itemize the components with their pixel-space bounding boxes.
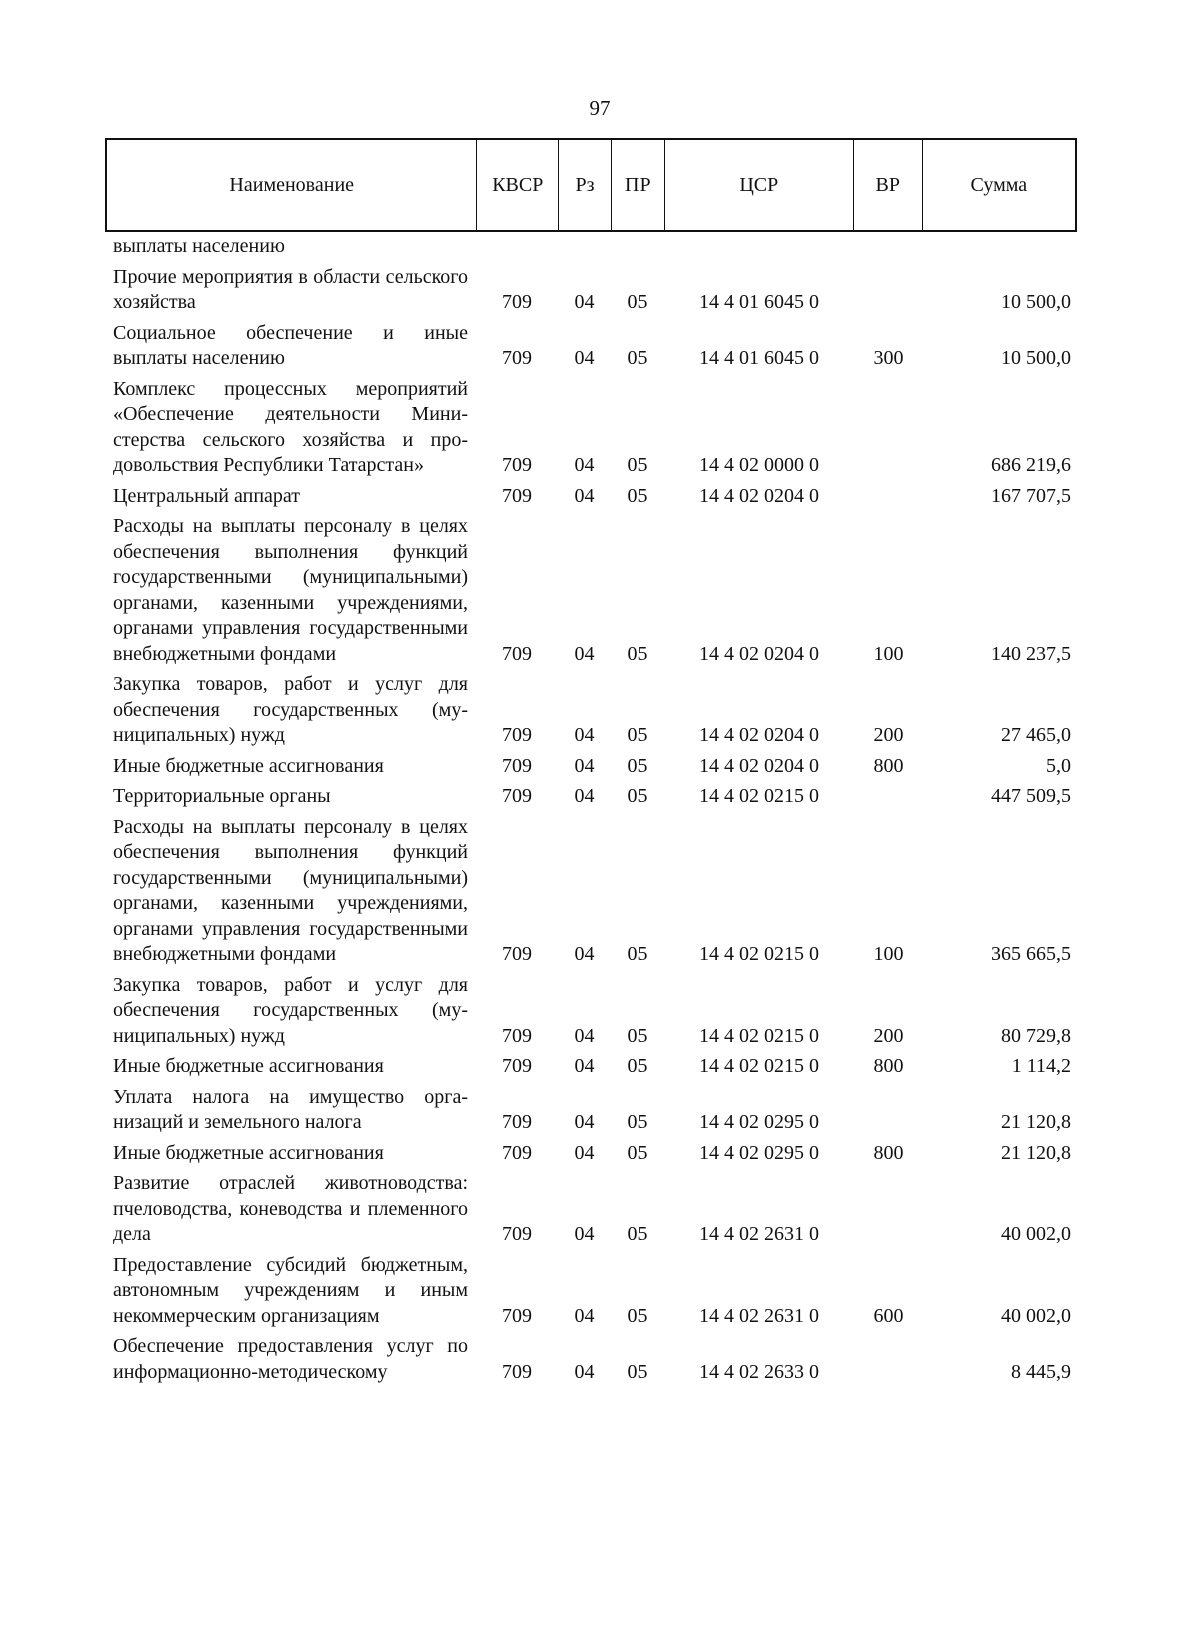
cell-vr: 800 xyxy=(873,754,904,777)
cell-rz: 04 xyxy=(574,724,595,746)
cell-rz: 04 xyxy=(574,943,595,965)
cell-kvsr: 709 xyxy=(502,1304,532,1327)
cell-vr: 100 xyxy=(873,642,904,665)
cell-pr: 05 xyxy=(627,1111,648,1133)
cell-pr: 05 xyxy=(627,1223,648,1245)
cell-kvsr: 709 xyxy=(502,1360,532,1383)
cell-rz: 04 xyxy=(574,1141,595,1164)
cell-pr: 05 xyxy=(627,484,648,507)
cell-sum: 40 002,0 xyxy=(1001,1223,1071,1245)
cell-pr: 05 xyxy=(627,1055,648,1077)
cell-sum: 10 500,0 xyxy=(1001,347,1071,369)
cell-rz: 04 xyxy=(574,642,595,665)
cell-name: Уплата налога на имущество организаций и земельного налога xyxy=(113,1085,468,1133)
table-header xyxy=(105,138,1077,232)
cell-rz: 04 xyxy=(574,754,595,777)
cell-kvsr: 709 xyxy=(502,1141,532,1164)
table-row xyxy=(105,784,1077,810)
cell-name: Комплекс процессных мероприятий «Обеспечение деятельности Министерства сельского хозяйства и продовольствия Республики Татарстан» xyxy=(113,377,468,476)
cell-kvsr: 709 xyxy=(502,943,532,965)
cell-sum: 5,0 xyxy=(1046,754,1071,777)
cell-sum: 447 509,5 xyxy=(991,785,1071,807)
cell-csr: 14 4 01 6045 0 xyxy=(699,347,819,369)
cell-csr: 14 4 02 0204 0 xyxy=(699,754,819,777)
table-row xyxy=(105,1334,1077,1385)
header-name: Наименование xyxy=(229,173,355,196)
table-row xyxy=(105,1085,1077,1136)
cell-sum: 10 500,0 xyxy=(1001,291,1071,313)
cell-vr: 300 xyxy=(873,347,904,369)
cell-sum: 686 219,6 xyxy=(991,454,1071,476)
cell-pr: 05 xyxy=(627,1304,648,1327)
cell-name: Социальное обеспечение и иные выплаты населению xyxy=(113,321,468,369)
cell-rz: 04 xyxy=(574,1304,595,1327)
cell-rz: 04 xyxy=(574,454,595,476)
cell-rz: 04 xyxy=(574,1111,595,1133)
cell-name: Иные бюджетные ассигнования xyxy=(113,754,384,777)
cell-pr: 05 xyxy=(627,291,648,313)
cell-pr: 05 xyxy=(627,347,648,369)
cell-name: Иные бюджетные ассигнования xyxy=(113,1141,384,1164)
cell-vr: 600 xyxy=(873,1304,904,1327)
cell-pr: 05 xyxy=(627,943,648,965)
cell-csr: 14 4 02 0295 0 xyxy=(699,1111,819,1133)
cell-name: Расходы на выплаты персоналу в целях обеспечения выполнения функций государственными (муниципальными) органами, казенными учреждениями, органами управления государственными внебюджетными фондами xyxy=(113,815,468,965)
table-row xyxy=(105,973,1077,1050)
cell-csr: 14 4 02 0204 0 xyxy=(699,484,819,507)
cell-kvsr: 709 xyxy=(502,484,532,507)
header-kvsr: КВСР xyxy=(476,140,558,230)
table-body xyxy=(105,234,1077,1390)
cell-csr: 14 4 02 0215 0 xyxy=(699,943,819,965)
cell-csr: 14 4 02 0204 0 xyxy=(699,642,819,665)
cell-name: Закупка товаров, работ и услуг для обеспечения государственных (муниципальных) нужд xyxy=(113,673,468,746)
cell-sum: 8 445,9 xyxy=(1011,1360,1071,1383)
cell-kvsr: 709 xyxy=(502,1223,532,1245)
cell-sum: 21 120,8 xyxy=(1001,1141,1071,1164)
cell-csr: 14 4 02 2631 0 xyxy=(699,1223,819,1245)
cell-kvsr: 709 xyxy=(502,1111,532,1133)
header-vr: ВР xyxy=(853,140,922,230)
cell-vr: 200 xyxy=(873,724,904,746)
table-row xyxy=(105,1171,1077,1248)
header-rz: Рз xyxy=(558,140,611,230)
cell-rz: 04 xyxy=(574,1360,595,1383)
cell-name: Закупка товаров, работ и услуг для обеспечения государственных (муниципальных) нужд xyxy=(113,973,468,1047)
cell-kvsr: 709 xyxy=(502,642,532,665)
cell-sum: 365 665,5 xyxy=(991,943,1071,965)
cell-rz: 04 xyxy=(574,291,595,313)
cell-kvsr: 709 xyxy=(502,785,532,807)
cell-csr: 14 4 02 2633 0 xyxy=(699,1360,819,1383)
cell-kvsr: 709 xyxy=(502,724,532,746)
cell-name: Прочие мероприятия в области сельского хозяйства xyxy=(113,265,468,313)
cell-csr: 14 4 02 0295 0 xyxy=(699,1141,819,1164)
continuation-text: выплаты населению xyxy=(113,235,285,257)
table-row xyxy=(105,514,1077,667)
cell-name: Предоставление субсидий бюджетным, автономным учреждениям и иным некоммерческим организациям xyxy=(113,1253,468,1327)
table-row xyxy=(105,1253,1077,1330)
cell-sum: 1 114,2 xyxy=(1011,1055,1071,1077)
cell-sum: 27 465,0 xyxy=(1001,724,1071,746)
cell-csr: 14 4 01 6045 0 xyxy=(699,291,819,313)
table-row xyxy=(105,754,1077,780)
page-number: 97 xyxy=(589,96,611,120)
cell-pr: 05 xyxy=(627,454,648,476)
cell-kvsr: 709 xyxy=(502,347,532,369)
cell-name: Расходы на выплаты персоналу в целях обеспечения выполнения функций государственными (муниципальными) органами, казенными учреждениями, органами управления государственными внебюджетными фондами xyxy=(113,515,468,665)
cell-pr: 05 xyxy=(627,724,648,746)
table-row xyxy=(105,815,1077,968)
table-row xyxy=(105,377,1077,479)
cell-vr: 100 xyxy=(873,943,904,965)
cell-sum: 140 237,5 xyxy=(991,642,1071,665)
table-row xyxy=(105,321,1077,372)
cell-sum: 167 707,5 xyxy=(991,484,1071,507)
cell-csr: 14 4 02 0215 0 xyxy=(699,1055,819,1077)
cell-rz: 04 xyxy=(574,347,595,369)
cell-pr: 05 xyxy=(627,785,648,807)
cell-vr: 800 xyxy=(873,1055,904,1077)
cell-name: Развитие отраслей животноводства: пчеловодства, коневодства и племенного дела xyxy=(113,1172,468,1245)
table-row xyxy=(105,672,1077,749)
cell-kvsr: 709 xyxy=(502,1055,532,1077)
cell-rz: 04 xyxy=(574,785,595,807)
header-csr: ЦСР xyxy=(664,140,853,230)
cell-vr: 800 xyxy=(873,1141,904,1164)
cell-sum: 40 002,0 xyxy=(1001,1304,1071,1327)
cell-csr: 14 4 02 0215 0 xyxy=(699,1024,819,1047)
cell-sum: 80 729,8 xyxy=(1001,1024,1071,1047)
cell-vr: 200 xyxy=(873,1024,904,1047)
cell-pr: 05 xyxy=(627,754,648,777)
cell-rz: 04 xyxy=(574,1055,595,1077)
cell-rz: 04 xyxy=(574,1024,595,1047)
cell-name: Иные бюджетные ассигнования xyxy=(113,1055,384,1077)
cell-pr: 05 xyxy=(627,1360,648,1383)
cell-name: Обеспечение предоставления услуг по информационно-методическому xyxy=(113,1335,468,1383)
header-sum: Сумма xyxy=(922,140,1075,230)
cell-csr: 14 4 02 0215 0 xyxy=(699,785,819,807)
cell-kvsr: 709 xyxy=(502,291,532,313)
cell-pr: 05 xyxy=(627,1024,648,1047)
cell-csr: 14 4 02 0204 0 xyxy=(699,724,819,746)
cell-rz: 04 xyxy=(574,1223,595,1245)
cell-name: Центральный аппарат xyxy=(113,484,301,507)
cell-pr: 05 xyxy=(627,1141,648,1164)
cell-kvsr: 709 xyxy=(502,754,532,777)
table-row xyxy=(105,484,1077,510)
table-row xyxy=(105,265,1077,316)
cell-pr: 05 xyxy=(627,642,648,665)
cell-csr: 14 4 02 2631 0 xyxy=(699,1304,819,1327)
cell-sum: 21 120,8 xyxy=(1001,1111,1071,1133)
cell-name: Территориальные органы xyxy=(113,785,331,807)
cell-rz: 04 xyxy=(574,484,595,507)
cell-csr: 14 4 02 0000 0 xyxy=(699,454,819,476)
header-pr: ПР xyxy=(611,140,664,230)
table-row xyxy=(105,1054,1077,1080)
cell-kvsr: 709 xyxy=(502,454,532,476)
cell-kvsr: 709 xyxy=(502,1024,532,1047)
continuation-row xyxy=(105,234,1077,260)
table-row xyxy=(105,1141,1077,1167)
